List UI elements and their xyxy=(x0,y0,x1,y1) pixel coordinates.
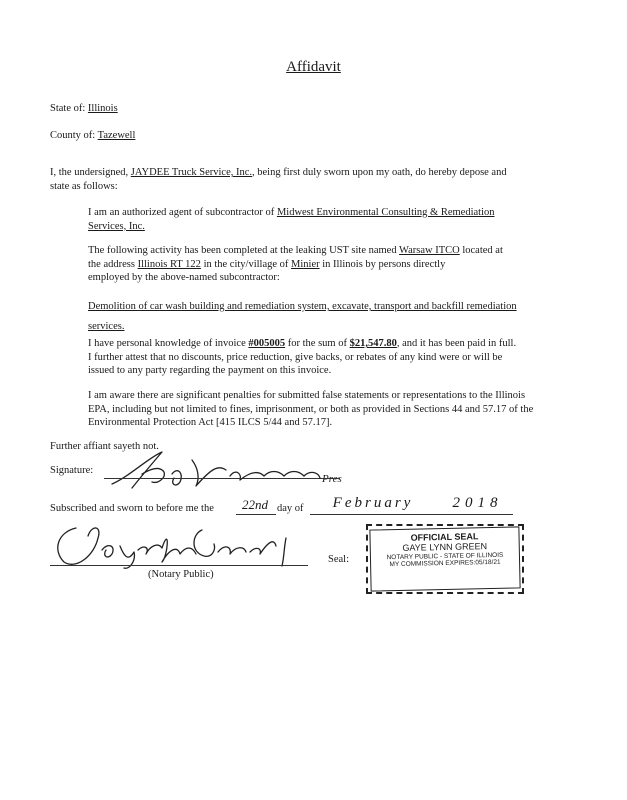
site-address: Illinois RT 122 xyxy=(137,258,201,270)
signature-title: Pres xyxy=(322,473,342,485)
site-text-2: located at xyxy=(462,245,503,256)
seal-line-4: MY COMMISSION EXPIRES:05/18/21 xyxy=(389,558,501,569)
county-line xyxy=(50,129,550,143)
subscribed-text: Subscribed and sworn to before me the xyxy=(50,503,214,514)
state-label: State of: xyxy=(50,103,86,114)
activity-description xyxy=(88,297,568,337)
invoice-text-1: I have personal knowledge of invoice xyxy=(88,338,246,349)
contractor-name-line1: Midwest Environmental Consulting & Remediation xyxy=(276,207,495,218)
agent-paragraph xyxy=(88,206,554,233)
site-text-6: employed by the above-named subcontractor: xyxy=(88,272,280,284)
invoice-text-3: , and it has been paid in full. xyxy=(396,338,517,349)
invoice-line2: I further attest that no discounts, price reduction, give backs, or rebates of any kind were or will be xyxy=(88,351,503,363)
penalty-line1: I am aware there are significant penalties for submitted false statements or representations to the Illinois xyxy=(88,390,526,401)
notary-signature-image xyxy=(46,516,306,572)
intro-line2: state as follows: xyxy=(50,180,118,192)
day-of-text: day of xyxy=(277,503,304,514)
invoice-paragraph xyxy=(88,337,568,378)
invoice-line3: issued to any party regarding the payment on this invoice. xyxy=(88,365,332,377)
state-line xyxy=(50,102,550,116)
sworn-month: February xyxy=(332,495,414,511)
agent-text: I am an authorized agent of subcontractor of xyxy=(88,207,275,218)
signature-line xyxy=(104,478,340,479)
sworn-year: 2018 xyxy=(452,495,503,511)
intro-text-post: , being first duly sworn upon my oath, do hereby depose and xyxy=(252,167,507,178)
penalty-paragraph xyxy=(88,389,568,430)
site-text-3: the address xyxy=(88,258,135,270)
contractor-name-line2: Services, Inc. xyxy=(88,220,145,232)
penalty-line3: Environmental Protection Act [415 ILCS 5/44 and 57.17]. xyxy=(88,417,333,429)
activity-line2: services. xyxy=(88,320,125,332)
site-city: Minier xyxy=(291,258,320,270)
further-affiant: Further affiant sayeth not. xyxy=(50,441,159,452)
activity-line1: Demolition of car wash building and remediation system, excavate, transport and backfill remediation xyxy=(88,301,517,312)
invoice-text-2: for the sum of xyxy=(287,338,347,349)
intro-text: I, the undersigned, xyxy=(50,167,129,178)
year-line xyxy=(445,514,513,515)
site-text-5: in Illinois by persons directly xyxy=(322,258,446,270)
day-line xyxy=(236,514,276,515)
notary-seal-inner xyxy=(369,526,520,591)
company-name: JAYDEE Truck Service, Inc. xyxy=(130,167,253,178)
intro-paragraph xyxy=(50,166,560,193)
month-line xyxy=(310,514,445,515)
notary-label: (Notary Public) xyxy=(148,569,214,580)
invoice-number: #005005 xyxy=(248,338,286,349)
sworn-day: 22nd xyxy=(242,497,268,512)
site-paragraph xyxy=(88,244,554,285)
signature-label: Signature: xyxy=(50,465,94,476)
penalty-line2: EPA, including but not limited to fines, imprisonment, or both as provided in Sections 44 and 57.17 of the xyxy=(88,403,534,415)
seal-line-3: NOTARY PUBLIC - STATE OF ILLINOIS xyxy=(386,551,504,561)
site-name: Warsaw ITCO xyxy=(399,245,460,256)
invoice-amount: $21,547.80 xyxy=(349,338,397,349)
site-text-1: The following activity has been completed at the leaking UST site named xyxy=(88,245,397,256)
seal-line-2: GAYE LYNN GREEN xyxy=(402,541,488,554)
seal-line-1: OFFICIAL SEAL xyxy=(410,531,479,543)
notary-line xyxy=(50,565,308,566)
county-value: Tazewell xyxy=(97,130,136,141)
seal-label: Seal: xyxy=(328,554,349,565)
state-value: Illinois xyxy=(87,103,118,114)
notary-seal xyxy=(366,524,524,594)
signature-image xyxy=(100,444,360,494)
document-title: Affidavit xyxy=(286,59,341,75)
site-text-4: in the city/village of xyxy=(203,258,289,270)
county-label: County of: xyxy=(50,130,96,141)
